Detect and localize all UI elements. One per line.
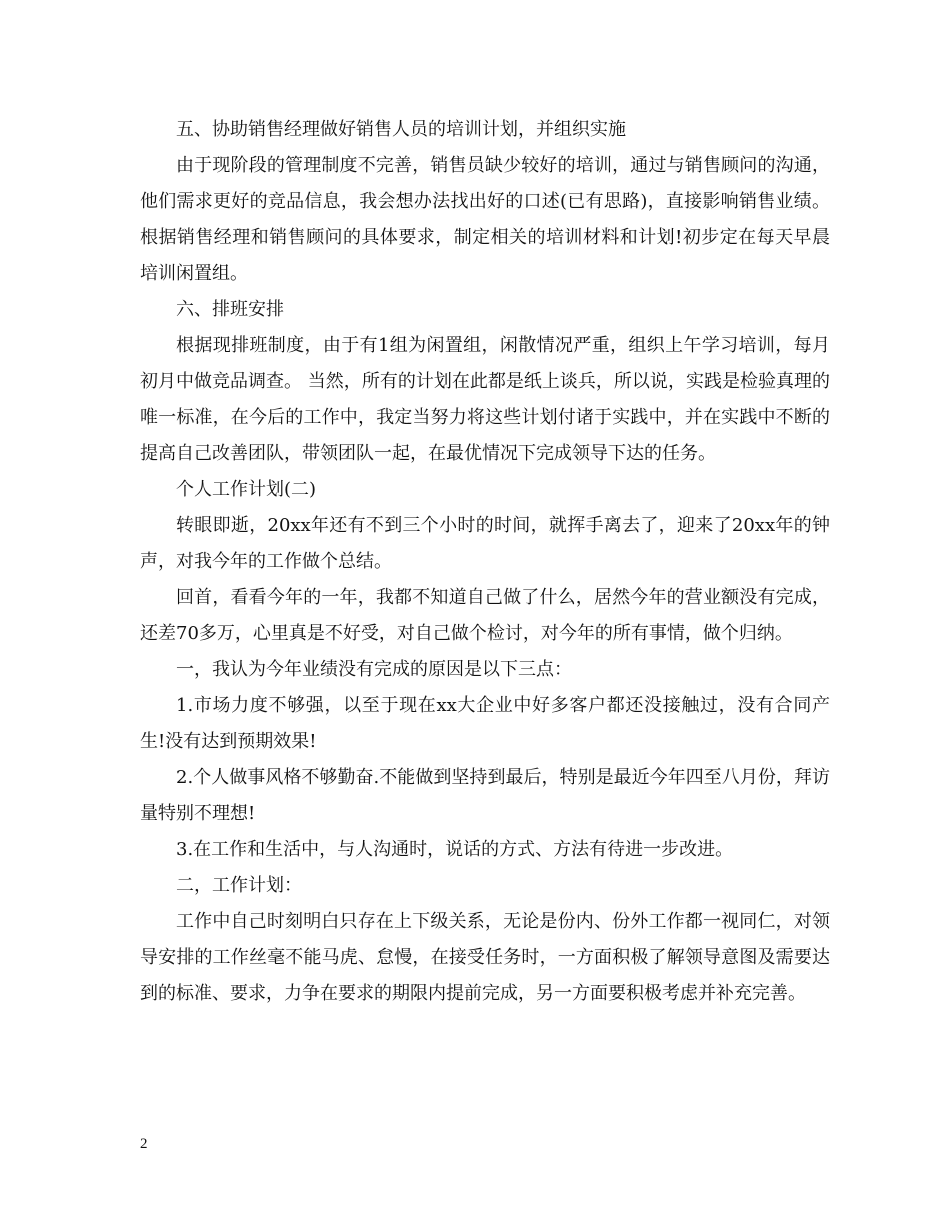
paragraph-scheduling: 根据现排班制度，由于有1组为闲置组，闲散情况严重，组织上午学习培训，每月初月中做竞品调查。 当然，所有的计划在此都是纸上谈兵，所以说，实践是检验真理的唯一标准，在今后的工作中，我定当努力将这些计划付诸于实践中，并在实践中不断的提高自己改善团队，带领团队一起，在最优情况下完成领导下达的任务。 <box>140 335 830 464</box>
paragraph-review: 回首，看看今年的一年，我都不知道自己做了什么，居然今年的营业额没有完成，还差70多万，心里真是不好受，对自己做个检讨，对今年的所有事情，做个归纳。 <box>140 587 830 644</box>
paragraph-plan-two-title: 个人工作计划(二) <box>176 479 317 500</box>
paragraph-year-intro: 转眼即逝，20xx年还有不到三个小时的时间，就挥手离去了，迎来了20xx年的钟声，对我今年的工作做个总结。 <box>140 515 830 572</box>
paragraph-reasons-heading: 一，我认为今年业绩没有完成的原因是以下三点： <box>176 659 572 680</box>
paragraph-work-plan-heading: 二，工作计划： <box>176 875 302 896</box>
paragraph-reason-one: 1.市场力度不够强，以至于现在xx大企业中好多客户都还没接触过，没有合同产生!没有达到预期效果! <box>140 695 830 752</box>
paragraph-section-six-heading: 六、排班安排 <box>176 299 284 320</box>
document-body <box>140 112 830 1012</box>
paragraph-work-plan: 工作中自己时刻明白只存在上下级关系，无论是份内、份外工作都一视同仁，对领导安排的工作丝毫不能马虎、怠慢，在接受任务时，一方面积极了解领导意图及需要达到的标准、要求，力争在要求的期限内提前完成，另一方面要积极考虑并补充完善。 <box>140 911 830 1004</box>
paragraph-training-plan: 由于现阶段的管理制度不完善，销售员缺少较好的培训，通过与销售顾问的沟通，他们需求更好的竞品信息，我会想办法找出好的口述(已有思路)，直接影响销售业绩。根据销售经理和销售顾问的具体要求，制定相关的培训材料和计划!初步定在每天早晨培训闲置组。 <box>140 155 830 284</box>
paragraph-section-five-heading: 五、协助销售经理做好销售人员的培训计划，并组织实施 <box>176 119 626 140</box>
paragraph-reason-three: 3.在工作和生活中，与人沟通时，说话的方式、方法有待进一步改进。 <box>176 839 734 860</box>
page-number: 2 <box>140 1136 148 1152</box>
paragraph-reason-two: 2.个人做事风格不够勤奋.不能做到坚持到最后，特别是最近今年四至八月份，拜访量特别不理想! <box>140 767 830 824</box>
